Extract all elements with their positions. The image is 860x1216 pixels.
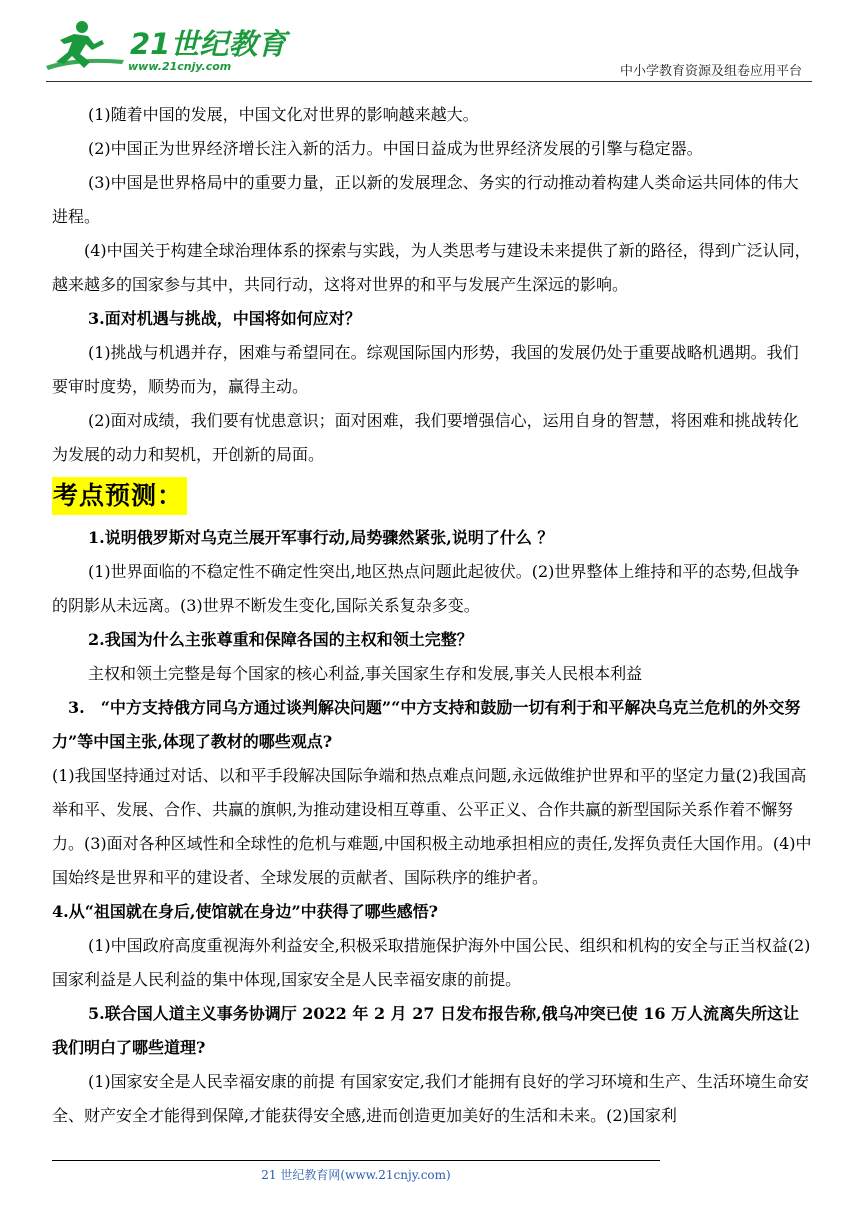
answer-paragraph: (1)中国政府高度重视海外利益安全,积极采取措施保护海外中国公民、组织和机构的安全与正当权益(2)国家利益是人民利益的集中体现,国家安全是人民幸福安康的前提。 [52, 936, 811, 989]
paragraph: (2)面对成绩，我们要有忧患意识；面对困难，我们要增强信心，运用自身的智慧，将困难和挑战转化为发展的动力和契机，开创新的局面。 [52, 411, 799, 464]
answer-paragraph: (1)国家安全是人民幸福安康的前提 有国家安定,我们才能拥有良好的学习环境和生产、生活环境生命安全、财产安全才能得到保障,才能获得安全感,进而创造更加美好的生活和未来。(2)国家利 [52, 1072, 809, 1125]
logo-wordmark: 21世纪教育 [130, 27, 287, 61]
paragraph: (2)中国正为世界经济增长注入新的活力。中国日益成为世界经济发展的引擎与稳定器。 [88, 139, 703, 158]
question-heading: 3.面对机遇与挑战，中国将如何应对？ [88, 309, 361, 328]
answer-paragraph: (1)我国坚持通过对话、以和平手段解决国际争端和热点难点问题,永远做维护世界和平的坚定力量(2)我国高举和平、发展、合作、共赢的旗帜,为推动建设相互尊重、公平正义、合作共赢的新型国际关系作着不懈努力。(3)面对各种区域性和全球性的危机与难题,中国积极主动地承担相应的责任,发挥负责任大国作用。(4)中国始终是世界和平的建设者、全球发展的贡献者、国际秩序的维护者。 [52, 766, 812, 887]
answer-paragraph: (1)世界面临的不稳定性不确定性突出,地区热点问题此起彼伏。(2)世界整体上维持和平的态势,但战争的阴影从未远离。(3)世界不断发生变化,国际关系复杂多变。 [52, 562, 800, 615]
question-heading: 2.我国为什么主张尊重和保障各国的主权和领土完整？ [88, 630, 473, 649]
header-divider [46, 81, 812, 82]
question-heading: 3. “中方支持俄方同乌方通过谈判解决问题”“中方支持和鼓励一切有利于和平解决乌克兰危机的外交努力”等中国主张,体现了教材的哪些观点? [52, 698, 801, 751]
paragraph: (1)挑战与机遇并存，困难与希望同在。综观国际国内形势，我国的发展仍处于重要战略机遇期。我们要审时度势，顺势而为，赢得主动。 [52, 343, 799, 396]
section-heading: 考点预测： [52, 477, 187, 515]
runner-logo-icon [44, 20, 134, 72]
answer-paragraph: 主权和领土完整是每个国家的核心利益,事关国家生存和发展,事关人民根本利益 [88, 664, 643, 683]
footer-link[interactable]: 21 世纪教育网(www.21cnjy.com) [261, 1168, 451, 1182]
page-header [0, 0, 860, 82]
paragraph: (4)中国关于构建全球治理体系的探索与实践，为人类思考与建设未来提供了新的路径，得到广泛认同，越来越多的国家参与其中，共同行动，这将对世界的和平与发展产生深远的影响。 [52, 241, 811, 294]
logo-url: www.21cnjy.com [128, 60, 232, 73]
paragraph: (3)中国是世界格局中的重要力量，正以新的发展理念、务实的行动推动着构建人类命运共同体的伟大进程。 [52, 173, 799, 226]
question-heading: 5.联合国人道主义事务协调厅 2022 年 2 月 27 日发布报告称,俄乌冲突已使 16 万人流离失所这让我们明白了哪些道理? [52, 1004, 800, 1057]
section-heading-wrapper [52, 477, 812, 517]
site-logo[interactable] [44, 20, 287, 78]
document-body [52, 98, 812, 1133]
footer-divider [52, 1160, 660, 1161]
paragraph: (1)随着中国的发展，中国文化对世界的影响越来越大。 [88, 105, 479, 124]
header-tagline: 中小学教育资源及组卷应用平台 [619, 64, 802, 79]
question-heading: 4.从“祖国就在身后,使馆就在身边”中获得了哪些感悟? [52, 902, 439, 921]
question-heading: 1.说明俄罗斯对乌克兰展开军事行动,局势骤然紧张,说明了什么 ？ [88, 528, 554, 547]
